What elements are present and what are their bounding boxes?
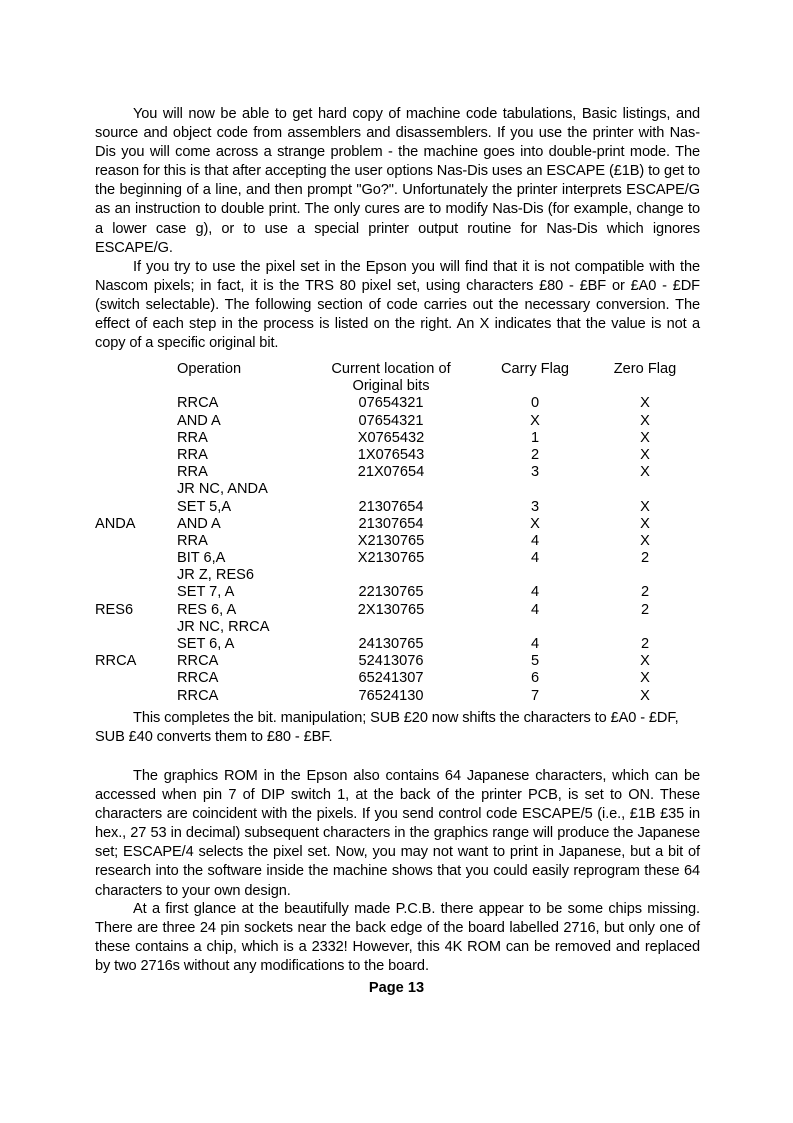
row-zero: X xyxy=(640,395,650,412)
row-zero: X xyxy=(640,464,650,481)
row-operation: RRA xyxy=(177,446,208,463)
row-operation: SET 5,A xyxy=(177,498,232,515)
row-operation: RES 6, A xyxy=(177,601,237,618)
row-carry: 2 xyxy=(530,446,540,463)
paragraph-block-4 xyxy=(95,767,700,901)
paragraph-1: You will now be able to get hard copy of machine code tabulations, Basic listings, and source and object code from assemblers and disassemblers. If you use the printer with Nas-Dis you will come across a strange problem - the machine goes into double-print mode. The reason for this is that after accepting the user options Nas-Dis uses an ESCAPE (£1B) to get to the beginning of a line, and then prompt "Go?". Unfortunately the printer interprets ESCAPE/G as an instruction to double print. The only cures are to modify Nas-Dis (for example, change to a lower case g), or to use a special printer output routine for Nas-Dis which ignores ESCAPE/G. xyxy=(95,106,700,256)
row-bits: 2X130765 xyxy=(357,601,425,618)
row-carry: X xyxy=(530,412,540,429)
row-operation: RRCA xyxy=(177,687,219,704)
table-row xyxy=(95,653,700,670)
row-carry: 3 xyxy=(530,464,540,481)
row-zero: 2 xyxy=(640,601,650,618)
paragraph-4: The graphics ROM in the Epson also contains 64 Japanese characters, which can be accessed when pin 7 of DIP switch 1, at the back of the printer PCB, is set to ON. These characters are coincident with the pixels. If you send control code ESCAPE/5 (i.e., £1B £35 in hex., 27 53 in decimal) subsequent characters in the graphics range will produce the Japanese set; ESCAPE/4 selects the pixel set. Now, you may not want to print in Japanese, but a bit of research into the software inside the machine shows that you could easily reprogram these 64 characters to your own design. xyxy=(95,768,700,899)
row-zero: 2 xyxy=(640,636,650,652)
table-row xyxy=(95,550,700,567)
paragraph-block-3 xyxy=(95,709,700,747)
row-bits: 65241307 xyxy=(358,670,424,687)
table-row xyxy=(95,464,700,481)
row-carry: X xyxy=(530,515,540,532)
row-operation: JR NC, ANDA xyxy=(177,481,268,498)
row-bits: X2130765 xyxy=(357,532,425,549)
row-operation: RRA xyxy=(177,464,208,481)
row-carry: 4 xyxy=(530,636,540,652)
table-row xyxy=(95,447,700,464)
table-header-bits-line1: Current location of xyxy=(331,361,451,377)
paragraph-block-2 xyxy=(95,258,700,353)
table-row xyxy=(95,619,700,636)
row-carry: 4 xyxy=(530,550,540,567)
table-header-carry-flag: Carry Flag xyxy=(500,361,570,377)
table-row xyxy=(95,413,700,430)
row-carry: 3 xyxy=(530,498,540,515)
row-zero: 2 xyxy=(640,584,650,601)
row-operation: RRA xyxy=(177,429,208,446)
row-operation: SET 7, A xyxy=(177,584,235,601)
row-label: RRCA xyxy=(95,653,137,670)
row-zero: X xyxy=(640,498,650,515)
row-zero: X xyxy=(640,446,650,463)
row-zero: X xyxy=(640,653,650,670)
row-carry: 4 xyxy=(530,584,540,601)
row-bits: 1X076543 xyxy=(357,446,425,463)
row-zero: 2 xyxy=(640,550,650,567)
paragraph-2: If you try to use the pixel set in the Epson you will find that it is not compatible with the Nascom pixels; in fact, it is the TRS 80 pixel set, using characters £80 - £BF or £A0 - £DF (switch selectable). The following section of code carries out the necessary conversion. The effect of each step in the process is listed on the right. An X indicates that the value is not a copy of a specific original bit. xyxy=(95,259,700,352)
row-bits: 21307654 xyxy=(358,515,424,532)
table-row xyxy=(95,670,700,687)
row-operation: RRCA xyxy=(177,653,219,670)
row-operation: RRCA xyxy=(177,395,219,412)
table-row xyxy=(95,688,700,705)
table-header-zero-flag: Zero Flag xyxy=(613,361,677,377)
row-carry: 1 xyxy=(530,429,540,446)
row-zero: X xyxy=(640,687,650,704)
row-bits: 52413076 xyxy=(358,653,424,670)
row-carry: 5 xyxy=(530,653,540,670)
paragraph-block-5 xyxy=(95,900,700,976)
row-operation: AND A xyxy=(177,412,221,429)
table-row xyxy=(95,395,700,412)
row-label: RES6 xyxy=(95,601,134,618)
row-bits: 76524130 xyxy=(358,687,424,704)
table-row xyxy=(95,584,700,601)
table-row xyxy=(95,430,700,447)
paragraph-3: This completes the bit. manipulation; SUB £20 now shifts the characters to £A0 - £DF, SUB £40 converts them to £80 - £BF. xyxy=(95,710,679,746)
row-bits: 22130765 xyxy=(358,584,424,601)
row-operation: SET 6, A xyxy=(177,636,235,652)
table-row xyxy=(95,602,700,619)
row-zero: X xyxy=(640,429,650,446)
table-header-row-1 xyxy=(95,361,700,378)
row-bits: 24130765 xyxy=(358,636,424,652)
paragraph-block-1 xyxy=(95,105,700,258)
table-header-row-2 xyxy=(95,378,700,395)
row-zero: X xyxy=(640,412,650,429)
row-zero: X xyxy=(640,515,650,532)
row-bits: 21307654 xyxy=(358,498,424,515)
table-row xyxy=(95,533,700,550)
row-bits: 21X07654 xyxy=(357,464,425,481)
table-header-bits-line2: Original bits xyxy=(352,378,430,395)
row-bits: X2130765 xyxy=(357,550,425,567)
row-operation: JR NC, RRCA xyxy=(177,618,270,635)
table-row xyxy=(95,499,700,516)
row-zero: X xyxy=(640,532,650,549)
table-header-operation: Operation xyxy=(177,361,242,377)
row-bits: 07654321 xyxy=(358,412,424,429)
row-operation: RRCA xyxy=(177,670,219,687)
table-row xyxy=(95,567,700,584)
table-row xyxy=(95,636,700,653)
table-row xyxy=(95,481,700,498)
row-label: ANDA xyxy=(95,515,136,532)
row-carry: 0 xyxy=(530,395,540,412)
paragraph-5: At a first glance at the beautifully made P.C.B. there appear to be some chips missing. There are three 24 pin sockets near the back edge of the board labelled 2716, but only one of these contains a chip, which is a 2332! However, this 4K ROM can be removed and replaced by two 2716s without any modifications to the board. xyxy=(95,901,700,975)
row-operation: RRA xyxy=(177,532,208,549)
row-zero: X xyxy=(640,670,650,687)
row-operation: BIT 6,A xyxy=(177,550,226,567)
row-carry: 4 xyxy=(530,601,540,618)
row-carry: 6 xyxy=(530,670,540,687)
row-bits: 07654321 xyxy=(358,395,424,412)
row-carry: 4 xyxy=(530,532,540,549)
row-operation: AND A xyxy=(177,515,221,532)
conversion-table xyxy=(95,361,700,705)
page-number: Page 13 xyxy=(368,980,425,996)
row-bits: X0765432 xyxy=(357,429,425,446)
table-row xyxy=(95,516,700,533)
row-operation: JR Z, RES6 xyxy=(177,567,255,584)
row-carry: 7 xyxy=(530,687,540,704)
